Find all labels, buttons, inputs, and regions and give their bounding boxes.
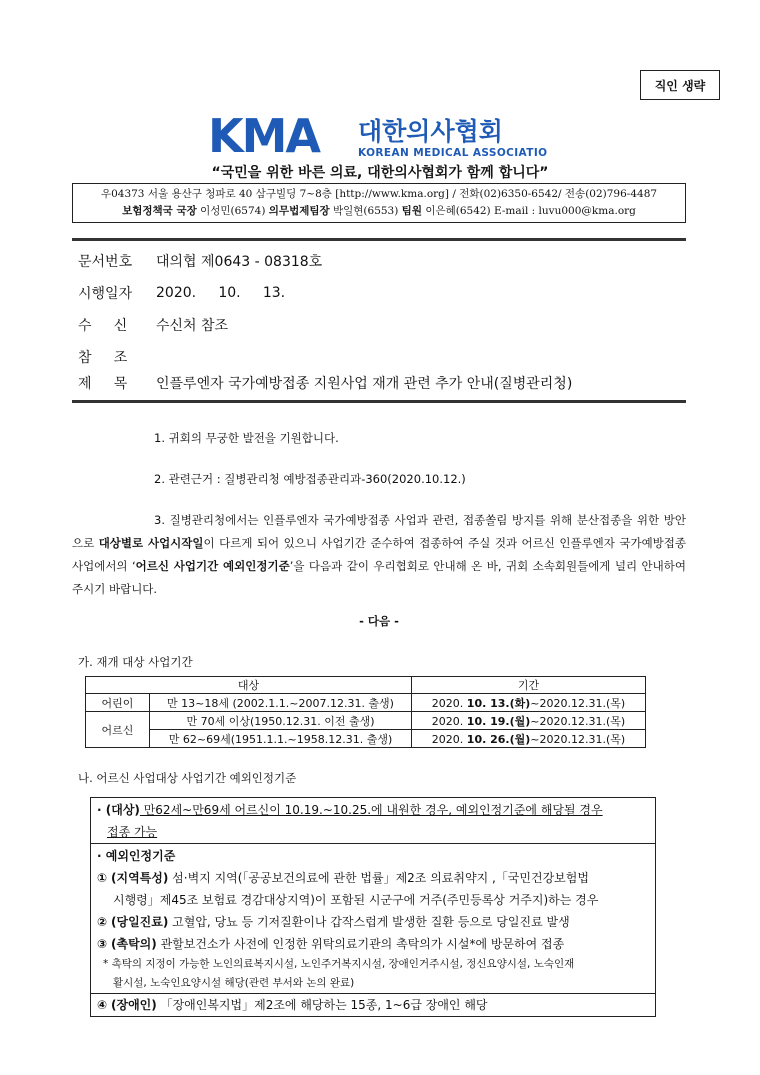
criteria-item-4 bbox=[91, 993, 655, 1016]
doc-number-label: 문서번호 bbox=[78, 254, 133, 270]
row3-period bbox=[412, 730, 646, 748]
divider-bottom bbox=[72, 400, 686, 403]
doc-number: 대의협 제0643 - 08318호 bbox=[156, 254, 323, 270]
row2-period bbox=[412, 712, 646, 730]
contact-name-3: 이은혜(6542) E-mail : luvu000@kma.org bbox=[425, 205, 636, 217]
subject-value: 인플루엔자 국가예방접종 지원사업 재개 관련 추가 안내(질병관리청) bbox=[156, 376, 573, 392]
row3-period-bold: 10. 26.(월) bbox=[466, 732, 531, 746]
table-row bbox=[86, 712, 646, 730]
date-value: 2020. 10. 13. bbox=[156, 285, 286, 301]
row2-period-bold: 10. 19.(월) bbox=[466, 714, 531, 728]
paragraph-3-text bbox=[72, 509, 686, 601]
p3-part-a: 3. 질병관리청에서는 인플루엔자 국가예방접종 사업과 관련, 접종쏠림 방지를 위해 분산접종을 위한 방안으로 bbox=[72, 513, 686, 550]
section-a-title: 가. 재개 대상 사업기간 bbox=[78, 655, 193, 669]
row3-target: 만 62~69세(1951.1.1.~1958.12.31. 출생) bbox=[150, 730, 412, 748]
criteria-4-text: 「장애인복지법」제2조에 해당하는 15종, 1~6급 장애인 해당 bbox=[156, 998, 488, 1012]
slogan: “국민을 위한 바른 의료, 대한의사협회가 함께 합니다” bbox=[211, 165, 549, 181]
row1-period-bold: 10. 13.(화) bbox=[466, 696, 531, 710]
criteria-3-label: (촉탁의) bbox=[111, 937, 157, 951]
paragraph-2 bbox=[72, 468, 686, 491]
contact-role-1: 보험정책국 국장 bbox=[122, 205, 197, 217]
p3-part-c: 이 다르게 되어 있으니 사업기간 준수하여 접종하여 주실 것과 어르신 인플루엔자 국가예방접종사업에서의 ‘ bbox=[72, 536, 687, 573]
date-label: 시행일자 bbox=[78, 286, 133, 302]
reference-label: 참 조 bbox=[78, 350, 128, 366]
criteria-target-label: · (대상) bbox=[97, 803, 140, 817]
doc-number-row bbox=[78, 249, 698, 273]
p3-bold-criteria: 어르신 사업기간 예외인정기준 bbox=[135, 559, 290, 573]
logo-name-ko: 대한의사협회 bbox=[358, 117, 503, 146]
paragraph-1 bbox=[72, 427, 686, 450]
criteria-1-label: (지역특성) bbox=[111, 871, 169, 885]
criteria-2-label: (당일진료) bbox=[111, 915, 169, 929]
kma-logo-graphic bbox=[208, 112, 548, 162]
row2-target: 만 70세 이상(1950.12.31. 이전 출생) bbox=[150, 712, 412, 730]
group-children: 어린이 bbox=[86, 694, 150, 712]
paragraph-1-text: 1. 귀회의 무궁한 발전을 기원합니다. bbox=[154, 431, 339, 445]
official-seal-omitted-stamp: 직인 생략 bbox=[640, 70, 720, 100]
recipient-row bbox=[78, 313, 698, 337]
recipient-value: 수신처 참조 bbox=[156, 318, 229, 334]
criteria-1-text: 섬·벽지 지역(「공공보건의료에 관한 법률」제2조 의료취약지 ,「국민건강보험법 bbox=[168, 871, 589, 885]
contact-role-3: 팀원 bbox=[401, 205, 422, 217]
contact-role-2: 의무법제팀장 bbox=[268, 205, 330, 217]
criteria-4-label: (장애인) bbox=[111, 998, 157, 1012]
row2-period-post: ~2020.12.31.(목) bbox=[530, 714, 626, 728]
criteria-item-1-cont: 시행령」제45조 보험료 경감대상지역)이 포함된 시군구에 거주(주민등록상 거주지)하는 경우 bbox=[113, 893, 599, 907]
table-header-row bbox=[86, 677, 646, 694]
criteria-target bbox=[91, 798, 655, 844]
address-line: 우04373 서울 용산구 청파로 40 삼구빌딩 7~8층 [http://www.kma.org] / 전화(02)6350-6542/ 전송(02)796-4487 bbox=[100, 188, 658, 200]
header-target: 대상 bbox=[86, 677, 412, 694]
date-row bbox=[78, 281, 698, 305]
criteria-heading: · 예외인정기준 bbox=[97, 849, 176, 863]
criteria-item-1 bbox=[91, 867, 655, 889]
logo-name-en: KOREAN MEDICAL ASSOCIATION bbox=[358, 147, 548, 159]
logo-mark: KMA bbox=[208, 112, 320, 162]
kma-logo bbox=[208, 112, 548, 162]
address-box bbox=[72, 183, 686, 223]
row1-period bbox=[412, 694, 646, 712]
row1-period-post: ~2020.12.31.(목) bbox=[530, 696, 626, 710]
paragraph-3 bbox=[72, 509, 686, 601]
criteria-target-text-2: 접종 가능 bbox=[107, 825, 158, 839]
period-table-wrap bbox=[85, 676, 646, 748]
paragraph-2-text: 2. 관련근거 : 질병관리청 예방접종관리과-360(2020.10.12.) bbox=[154, 472, 466, 486]
reference-row bbox=[78, 345, 698, 369]
criteria-3-note: * 촉탁의 지정이 가능한 노인의료복지시설, 노인주거복지시설, 장애인거주시설, 정신요양시설, 노숙인재 bbox=[103, 958, 575, 970]
criteria-1-num: ① bbox=[97, 871, 108, 885]
table-row bbox=[86, 694, 646, 712]
divider-top bbox=[72, 238, 686, 241]
p3-part-e: ’을 다음과 같이 우리협회로 안내해 온 바, 귀회 소속회원들에게 널리 안내하여 주시기 바랍니다. bbox=[72, 559, 686, 596]
criteria-2-text: 고혈압, 당뇨 등 기저질환이나 갑작스럽게 발생한 질환 등으로 당일진료 발생 bbox=[168, 915, 570, 929]
section-b-title: 나. 어르신 사업대상 사업기간 예외인정기준 bbox=[78, 771, 297, 785]
row3-period-post: ~2020.12.31.(목) bbox=[530, 732, 626, 746]
criteria-item-2 bbox=[91, 911, 655, 933]
criteria-item-3 bbox=[91, 933, 655, 955]
row3-period-pre: 2020. bbox=[431, 732, 467, 746]
row1-target: 만 13~18세 (2002.1.1.~2007.12.31. 출생) bbox=[150, 694, 412, 712]
contact-line bbox=[77, 203, 681, 220]
criteria-3-num: ③ bbox=[97, 937, 108, 951]
row1-period-pre: 2020. bbox=[431, 696, 467, 710]
criteria-target-text: 만62세~만69세 어르신이 10.19.~10.25.에 내원한 경우, 예외인정기준에 해당될 경우 bbox=[139, 803, 603, 817]
p3-bold-start-date: 대상별로 사업시작일 bbox=[98, 536, 204, 550]
header-period: 기간 bbox=[412, 677, 646, 694]
criteria-3-text: 관할보건소가 사전에 인정한 위탁의료기관의 촉탁의가 시설*에 방문하여 접종 bbox=[156, 937, 565, 951]
next-heading: - 다음 - bbox=[359, 614, 399, 628]
table-row bbox=[86, 730, 646, 748]
period-table bbox=[85, 676, 646, 748]
criteria-box bbox=[90, 797, 656, 1017]
row2-period-pre: 2020. bbox=[431, 714, 467, 728]
recipient-label: 수 신 bbox=[78, 318, 128, 334]
criteria-4-num: ④ bbox=[97, 998, 108, 1012]
contact-name-1: 이성민(6574) bbox=[200, 205, 266, 217]
contact-name-2: 박일현(6553) bbox=[332, 205, 399, 217]
criteria-2-num: ② bbox=[97, 915, 108, 929]
criteria-3-note-cont: 활시설, 노숙인요양시설 해당(관련 부서와 논의 완료) bbox=[113, 977, 355, 989]
subject-row bbox=[78, 371, 698, 395]
subject-label: 제 목 bbox=[78, 376, 128, 392]
group-seniors: 어르신 bbox=[86, 712, 150, 748]
